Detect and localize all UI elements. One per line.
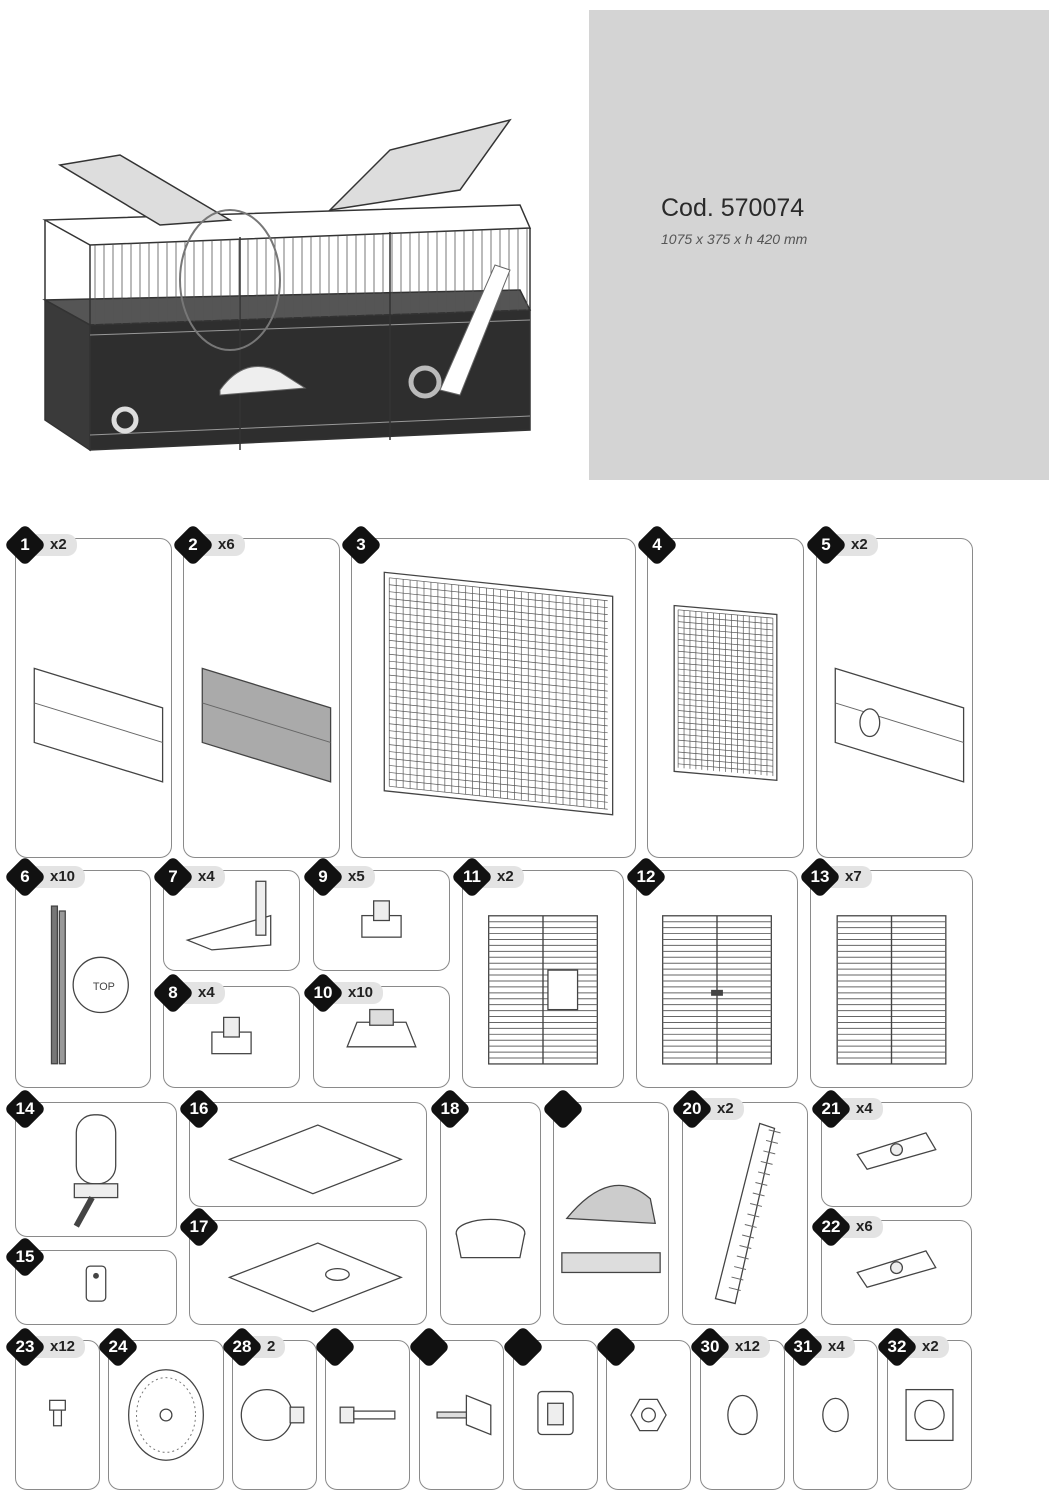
part-badge <box>642 533 672 557</box>
part-number-label <box>508 1332 538 1362</box>
part-number-label: 28 <box>232 1337 252 1356</box>
part-panel-p25 <box>325 1340 410 1490</box>
part-number-label: 1 <box>20 535 30 554</box>
part-panel-p17 <box>189 1217 427 1325</box>
part-quantity: x2 <box>837 534 878 556</box>
part-illustration <box>637 871 797 1087</box>
part-badge <box>158 865 225 889</box>
part-number-label: 9 <box>318 867 328 886</box>
part-number <box>97 1326 139 1368</box>
part-panel-p14 <box>15 1099 177 1237</box>
part-illustration <box>16 1103 176 1236</box>
part-number-label: 11 <box>463 867 481 886</box>
part-number-label: 12 <box>636 867 656 886</box>
part-panel-p20 <box>682 1099 808 1325</box>
part-badge <box>695 1335 770 1359</box>
part-illustration <box>441 1103 540 1324</box>
part-panel-p21 <box>821 1099 972 1207</box>
part-number-label: 21 <box>821 1099 841 1118</box>
part-badge <box>184 1097 214 1121</box>
part-number <box>625 856 667 898</box>
part-number-label <box>320 1332 350 1362</box>
part-quantity: x7 <box>831 866 872 888</box>
part-illustration <box>683 1103 807 1324</box>
part-number-label: 20 <box>682 1099 702 1118</box>
part-panel-p3 <box>351 535 636 858</box>
part-quantity: x4 <box>184 982 225 1004</box>
part-quantity: x4 <box>184 866 225 888</box>
part-badge <box>320 1335 350 1359</box>
part-number-label: 8 <box>168 983 178 1002</box>
part-number <box>810 1206 852 1248</box>
part-quantity: x2 <box>36 534 77 556</box>
part-quantity: x6 <box>204 534 245 556</box>
part-number <box>408 1326 450 1368</box>
part-badge <box>178 533 245 557</box>
part-panel-p29 <box>606 1340 691 1490</box>
part-panel-p27 <box>513 1340 598 1490</box>
part-number-label: 18 <box>440 1099 460 1118</box>
part-panel-p30 <box>700 1337 785 1490</box>
part-number <box>451 856 493 898</box>
product-code: Cod. 570074 <box>661 194 805 222</box>
part-badge <box>508 1335 538 1359</box>
part-number <box>810 1088 852 1130</box>
part-badge <box>10 533 77 557</box>
part-panel-p31 <box>793 1337 878 1490</box>
part-illustration <box>463 871 623 1087</box>
part-number <box>636 524 678 566</box>
part-panel-p4 <box>647 535 804 858</box>
part-badge <box>10 865 85 889</box>
part-badge <box>308 865 375 889</box>
part-number-label: 6 <box>20 867 30 886</box>
part-badge <box>816 1097 883 1121</box>
part-number <box>782 1326 824 1368</box>
part-panel-p2 <box>183 535 340 858</box>
part-badge <box>10 1335 85 1359</box>
part-panel-p5 <box>816 535 973 858</box>
part-number-label: 32 <box>887 1337 907 1356</box>
part-panel-p32 <box>887 1337 972 1490</box>
part-number-label: 24 <box>108 1337 128 1356</box>
part-number <box>4 1236 46 1278</box>
part-badge <box>805 865 872 889</box>
part-illustration <box>109 1341 223 1489</box>
part-badge <box>308 981 383 1005</box>
part-badge <box>346 533 376 557</box>
part-quantity: x5 <box>334 866 375 888</box>
part-illustration <box>817 539 972 857</box>
part-number <box>340 524 382 566</box>
part-panel-p18 <box>440 1099 541 1325</box>
part-panel-p26 <box>419 1340 504 1490</box>
part-quantity: x4 <box>842 1098 883 1120</box>
part-badge <box>548 1097 578 1121</box>
part-number <box>4 856 46 898</box>
part-badge <box>457 865 524 889</box>
part-panel-p9 <box>313 867 450 971</box>
part-panel-p6 <box>15 867 151 1088</box>
part-quantity: x4 <box>814 1336 855 1358</box>
part-panel-p24 <box>108 1337 224 1490</box>
part-panel-p10 <box>313 983 450 1088</box>
part-quantity: x12 <box>36 1336 85 1358</box>
part-number <box>4 524 46 566</box>
svg-text:TOP: TOP <box>92 980 115 993</box>
part-illustration <box>16 539 171 857</box>
part-panel-p7 <box>163 867 300 971</box>
part-illustration <box>648 539 803 857</box>
part-illustration <box>811 871 972 1087</box>
part-panel-p16 <box>189 1099 427 1207</box>
part-badge <box>10 1245 40 1269</box>
part-number-label: 23 <box>15 1337 35 1356</box>
part-number <box>302 972 344 1014</box>
part-panel-p8 <box>163 983 300 1088</box>
part-badge <box>227 1335 285 1359</box>
part-number-label: 14 <box>15 1099 35 1118</box>
part-quantity: x2 <box>703 1098 744 1120</box>
part-panel-p22 <box>821 1217 972 1325</box>
part-number <box>314 1326 356 1368</box>
part-panel-p23 <box>15 1337 100 1490</box>
part-number-label <box>548 1094 578 1124</box>
part-number-label: 4 <box>652 535 662 554</box>
part-number <box>172 524 214 566</box>
part-number <box>805 524 847 566</box>
part-panel-p1 <box>15 535 172 858</box>
part-number-label: 17 <box>189 1217 209 1236</box>
part-number-label: 13 <box>810 867 830 886</box>
part-illustration <box>16 871 150 1087</box>
part-badge <box>601 1335 631 1359</box>
part-number <box>542 1088 584 1130</box>
part-number-label <box>414 1332 444 1362</box>
part-badge <box>158 981 225 1005</box>
part-badge <box>811 533 878 557</box>
part-badge <box>631 865 661 889</box>
part-number-label: 31 <box>793 1337 813 1356</box>
part-panel-p12 <box>636 867 798 1088</box>
part-badge <box>10 1097 40 1121</box>
part-illustration <box>184 539 339 857</box>
part-number-label: 5 <box>821 535 831 554</box>
part-number <box>178 1206 220 1248</box>
part-badge <box>677 1097 744 1121</box>
part-number <box>876 1326 918 1368</box>
cage-illustration <box>30 110 570 470</box>
part-number-label: 16 <box>189 1099 209 1118</box>
part-quantity: x10 <box>334 982 383 1004</box>
part-badge <box>414 1335 444 1359</box>
part-number <box>152 972 194 1014</box>
part-quantity: x2 <box>908 1336 949 1358</box>
part-number-label <box>601 1332 631 1362</box>
part-number <box>178 1088 220 1130</box>
part-number-label: 7 <box>168 867 178 886</box>
part-quantity: x12 <box>721 1336 770 1358</box>
part-number-label: 10 <box>313 983 333 1002</box>
part-quantity: x10 <box>36 866 85 888</box>
part-number-label: 30 <box>700 1337 720 1356</box>
part-number <box>799 856 841 898</box>
part-panel-p28 <box>232 1337 317 1490</box>
part-number <box>595 1326 637 1368</box>
part-number-label: 22 <box>821 1217 841 1236</box>
part-number <box>221 1326 263 1368</box>
part-number-label: 3 <box>356 535 366 554</box>
part-number <box>152 856 194 898</box>
part-number <box>502 1326 544 1368</box>
part-number-label: 2 <box>188 535 198 554</box>
product-info-box <box>589 10 1049 480</box>
part-badge <box>788 1335 855 1359</box>
part-illustration <box>190 1103 426 1206</box>
part-number <box>671 1088 713 1130</box>
part-panel-p11 <box>462 867 624 1088</box>
part-badge <box>435 1097 465 1121</box>
part-quantity: x2 <box>483 866 524 888</box>
part-illustration <box>190 1221 426 1324</box>
part-illustration <box>554 1103 668 1324</box>
part-number-label: 15 <box>15 1247 35 1266</box>
part-panel-p15 <box>15 1247 177 1325</box>
product-dimensions: 1075 x 375 x h 420 mm <box>661 231 808 247</box>
part-number <box>689 1326 731 1368</box>
part-badge <box>882 1335 949 1359</box>
part-quantity: 2 <box>253 1336 285 1358</box>
part-badge <box>184 1215 214 1239</box>
part-badge <box>103 1335 133 1359</box>
part-number <box>429 1088 471 1130</box>
part-badge <box>816 1215 883 1239</box>
part-number <box>4 1088 46 1130</box>
part-quantity: x6 <box>842 1216 883 1238</box>
part-panel-p19 <box>553 1102 669 1325</box>
part-illustration <box>352 539 635 857</box>
part-panel-p13 <box>810 867 973 1088</box>
part-number <box>4 1326 46 1368</box>
part-number <box>302 856 344 898</box>
